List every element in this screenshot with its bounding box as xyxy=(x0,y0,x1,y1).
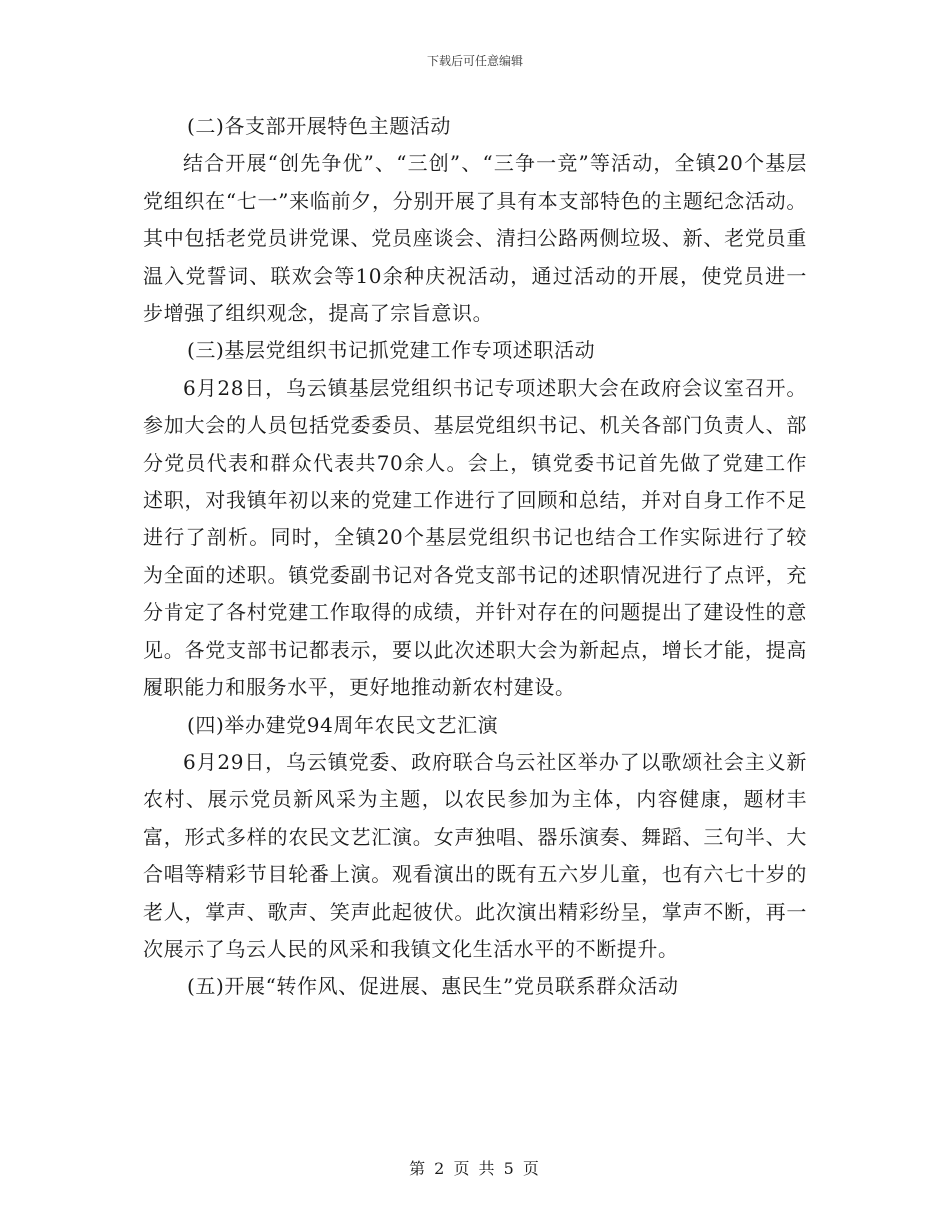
body-paragraph-4: 6月29日，乌云镇党委、政府联合乌云社区举办了以歌颂社会主义新农村、展示党员新风采为主题，以农民参加为主体，内容健康，题材丰富，形式多样的农民文艺汇演。女声独唱、器乐演奏、舞蹈、三句半、大合唱等精彩节目轮番上演。观看演出的既有五六岁儿童，也有六七十岁的老人，掌声、歌声、笑声此起彼伏。此次演出精彩纷呈，掌声不断，再一次展示了乌云人民的风采和我镇文化生活水平的不断提升。 xyxy=(143,749,807,961)
section-heading-5: (五)开展“转作风、促进展、惠民生”党员联系群众活动 xyxy=(187,974,679,999)
section-heading-2: (二)各支部开展特色主题活动 xyxy=(187,114,452,138)
body-paragraph-3: 6月28日，乌云镇基层党组织书记专项述职大会在政府会议室召开。参加大会的人员包括党委委员、基层党组织书记、机关各部门负责人、部分党员代表和群众代表共70余人。会上，镇党委书记首先做了党建工作述职，对我镇年初以来的党建工作进行了回顾和总结，并对自身工作不足进行了剖析。同时，全镇20个基层党组织书记也结合工作实际进行了较为全面的述职。镇党委副书记对各党支部书记的述职情况进行了点评，充分肯定了各村党建工作取得的成绩，并针对存在的问题提出了建设性的意见。各党支部书记都表示，要以此次述职大会为新起点，增长才能，提高履职能力和服务水平，更好地推动新农村建设。 xyxy=(143,375,807,700)
section-heading-3: (三)基层党组织书记抓党建工作专项述职活动 xyxy=(187,338,596,363)
document-body xyxy=(143,108,807,1006)
header-note: 下载后可任意编辑 xyxy=(426,54,523,68)
section-heading-4: (四)举办建党94周年农民文艺汇演 xyxy=(187,712,499,737)
body-paragraph-2: 结合开展“创先争优”、“三创”、“三争一竞”等活动，全镇20个基层党组织在“七一”来临前夕，分别开展了具有本支部特色的主题纪念活动。其中包括老党员讲党课、党员座谈会、清扫公路两侧垃圾、新、老党员重温入党誓词、联欢会等10余种庆祝活动，通过活动的开展，使党员进一步增强了组织观念，提高了宗旨意识。 xyxy=(143,151,807,326)
page-number: 第 2 页 共 5 页 xyxy=(409,1159,541,1178)
